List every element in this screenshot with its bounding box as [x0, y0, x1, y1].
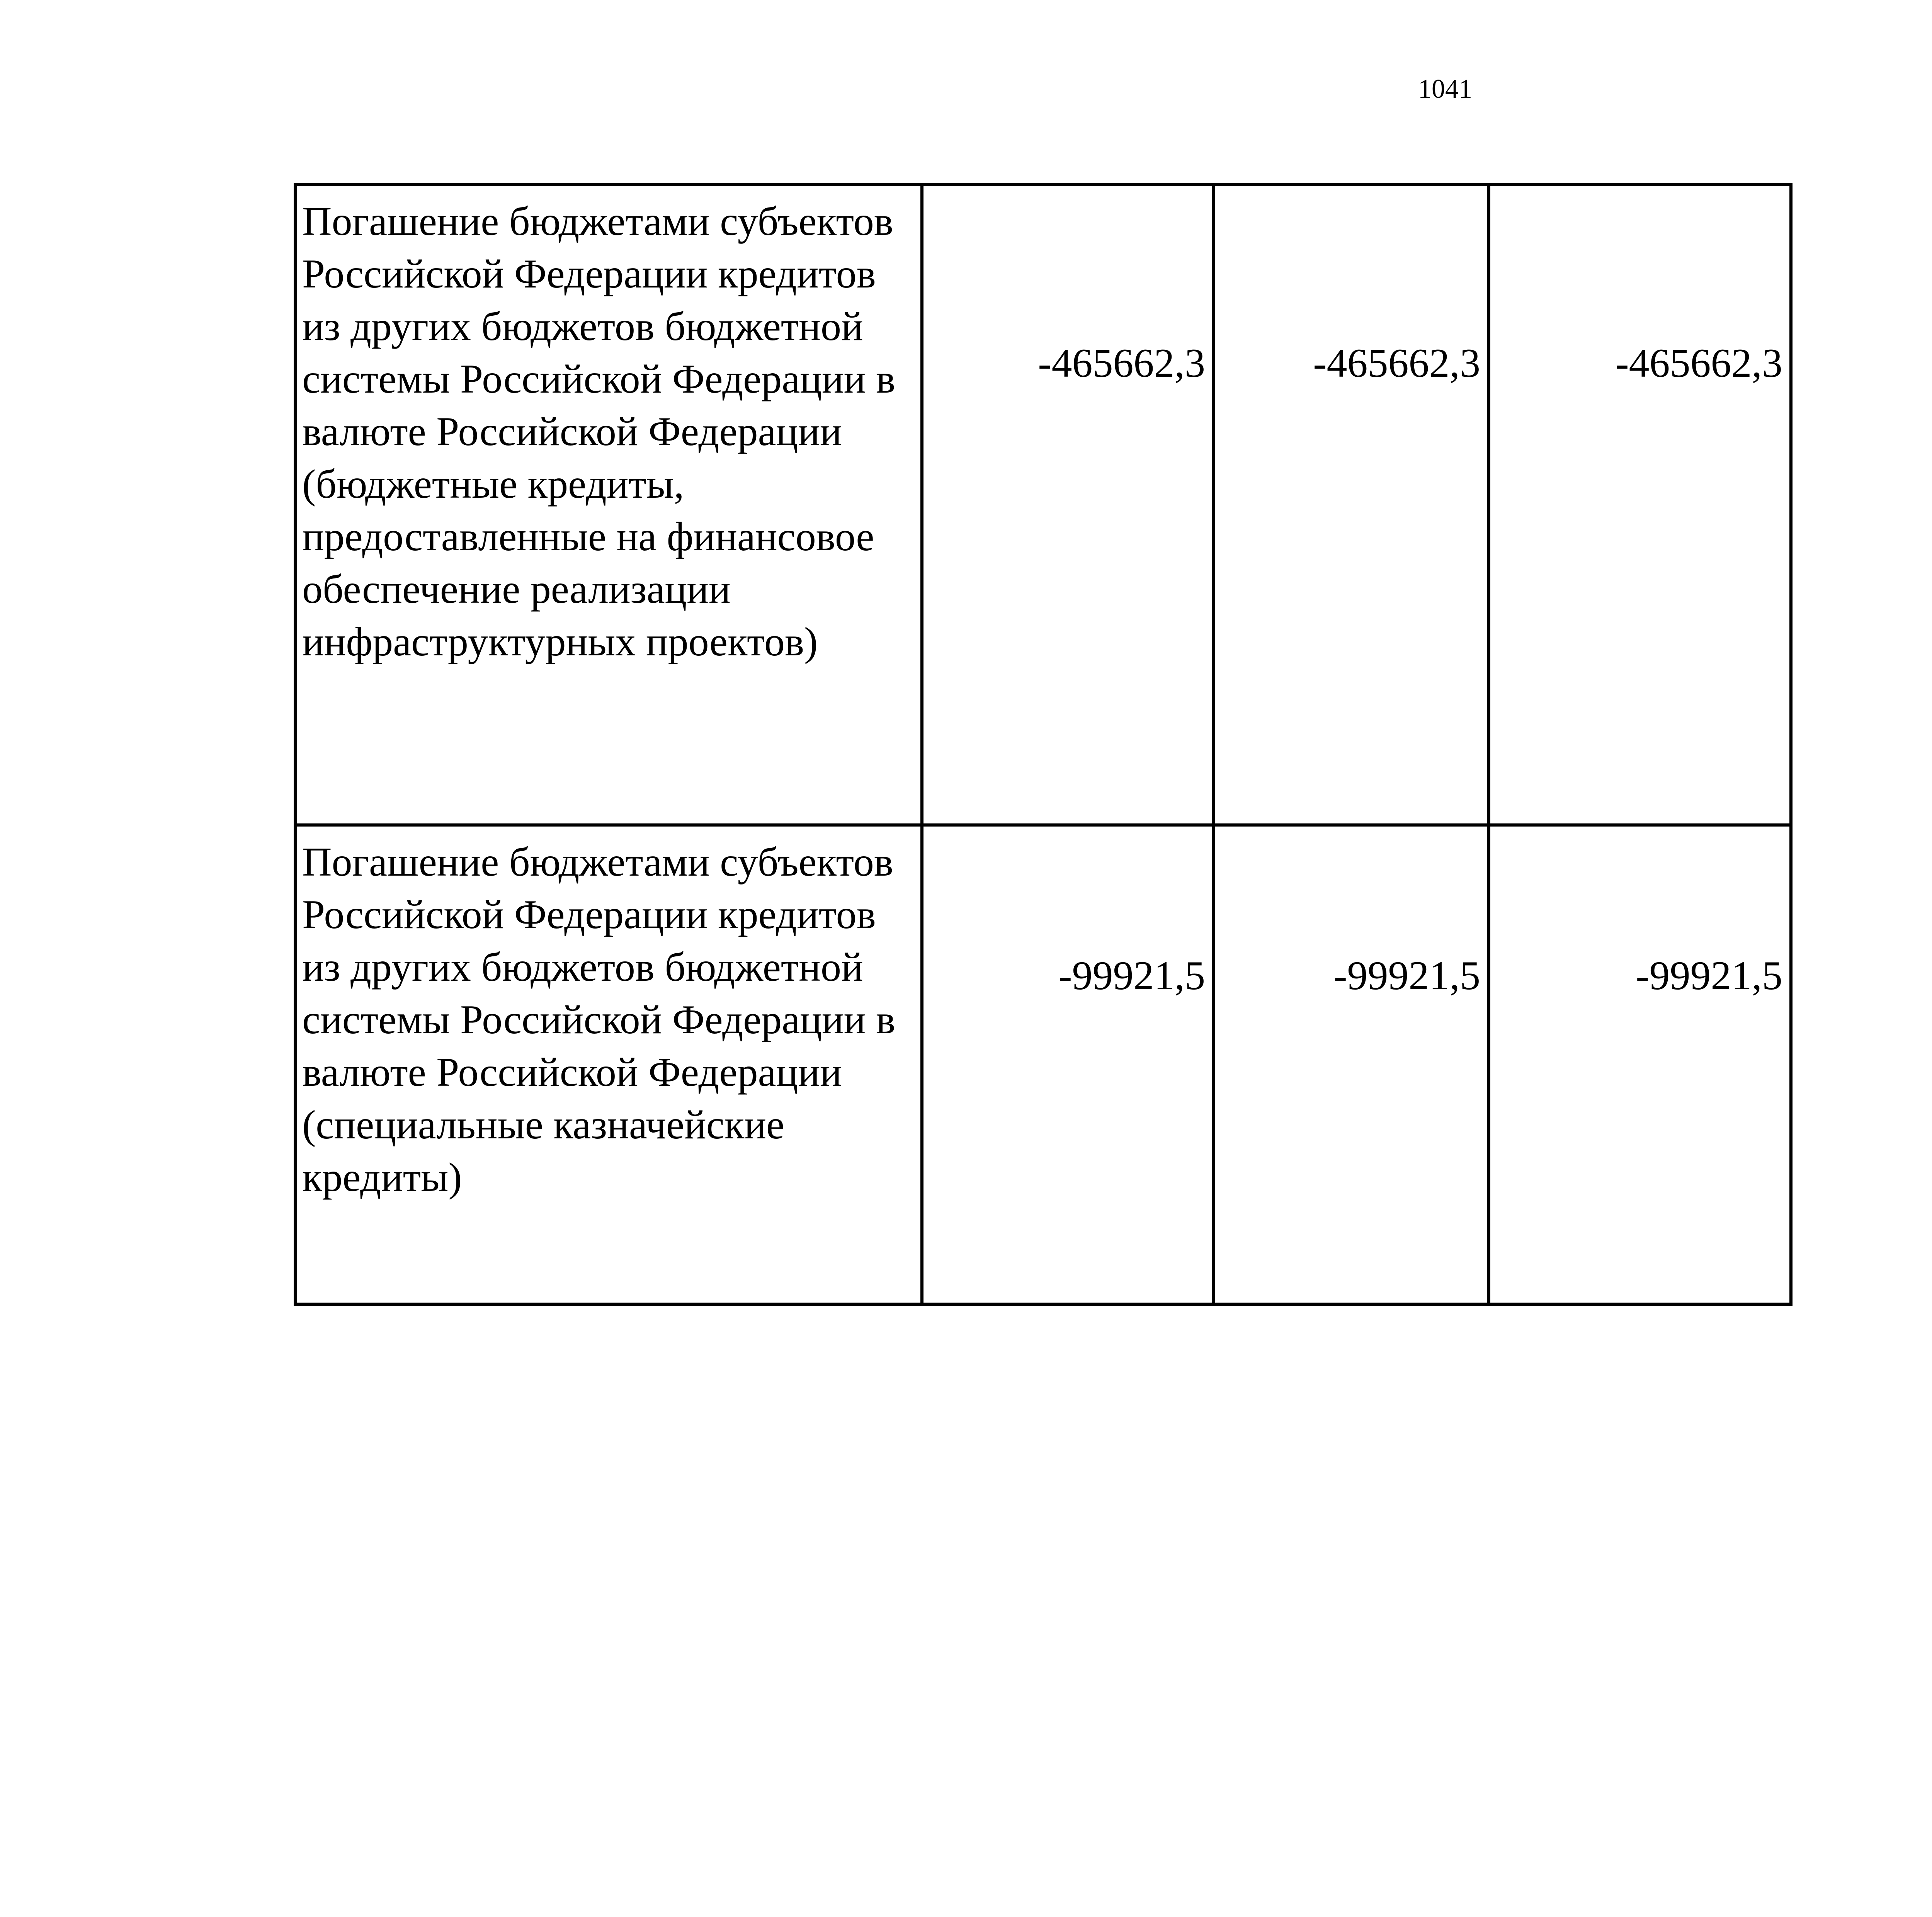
description-line: (бюджетные кредиты,: [302, 461, 684, 507]
table-row: [295, 825, 1791, 1304]
description-line: Погашение бюджетами субъектов: [302, 199, 893, 244]
description-line: обеспечение реализации: [302, 566, 731, 612]
value-text: -99921,5: [1333, 953, 1480, 998]
table-row: [295, 184, 1791, 825]
description-line: валюте Российской Федерации: [302, 409, 842, 454]
value-cell: [1489, 825, 1791, 1304]
description-line: из других бюджетов бюджетной: [302, 944, 863, 990]
value-cell: [1489, 184, 1791, 825]
value-cell: [1214, 184, 1489, 825]
page-number: 1041: [1418, 74, 1472, 104]
description-line: системы Российской Федерации в: [302, 997, 896, 1042]
value-text: -99921,5: [1636, 953, 1782, 998]
value-text: -465662,3: [1038, 340, 1205, 386]
value-text: -465662,3: [1615, 340, 1782, 386]
value-text: -99921,5: [1058, 953, 1205, 998]
value-cell: [922, 184, 1214, 825]
description-line: Погашение бюджетами субъектов: [302, 839, 893, 885]
description-line: валюте Российской Федерации: [302, 1050, 842, 1095]
description-line: из других бюджетов бюджетной: [302, 304, 863, 349]
description-line: инфраструктурных проектов): [302, 619, 818, 664]
budget-table: [294, 183, 1793, 1306]
description-line: Российской Федерации кредитов: [302, 251, 876, 296]
description-line: Российской Федерации кредитов: [302, 892, 876, 937]
row-description: [295, 825, 922, 1304]
description-line: (специальные казначейские: [302, 1102, 785, 1147]
description-line: предоставленные на финансовое: [302, 514, 874, 559]
value-cell: [922, 825, 1214, 1304]
description-line: кредиты): [302, 1155, 462, 1200]
description-line: системы Российской Федерации в: [302, 356, 896, 401]
value-text: -465662,3: [1313, 340, 1480, 386]
value-cell: [1214, 825, 1489, 1304]
row-description: [295, 184, 922, 825]
